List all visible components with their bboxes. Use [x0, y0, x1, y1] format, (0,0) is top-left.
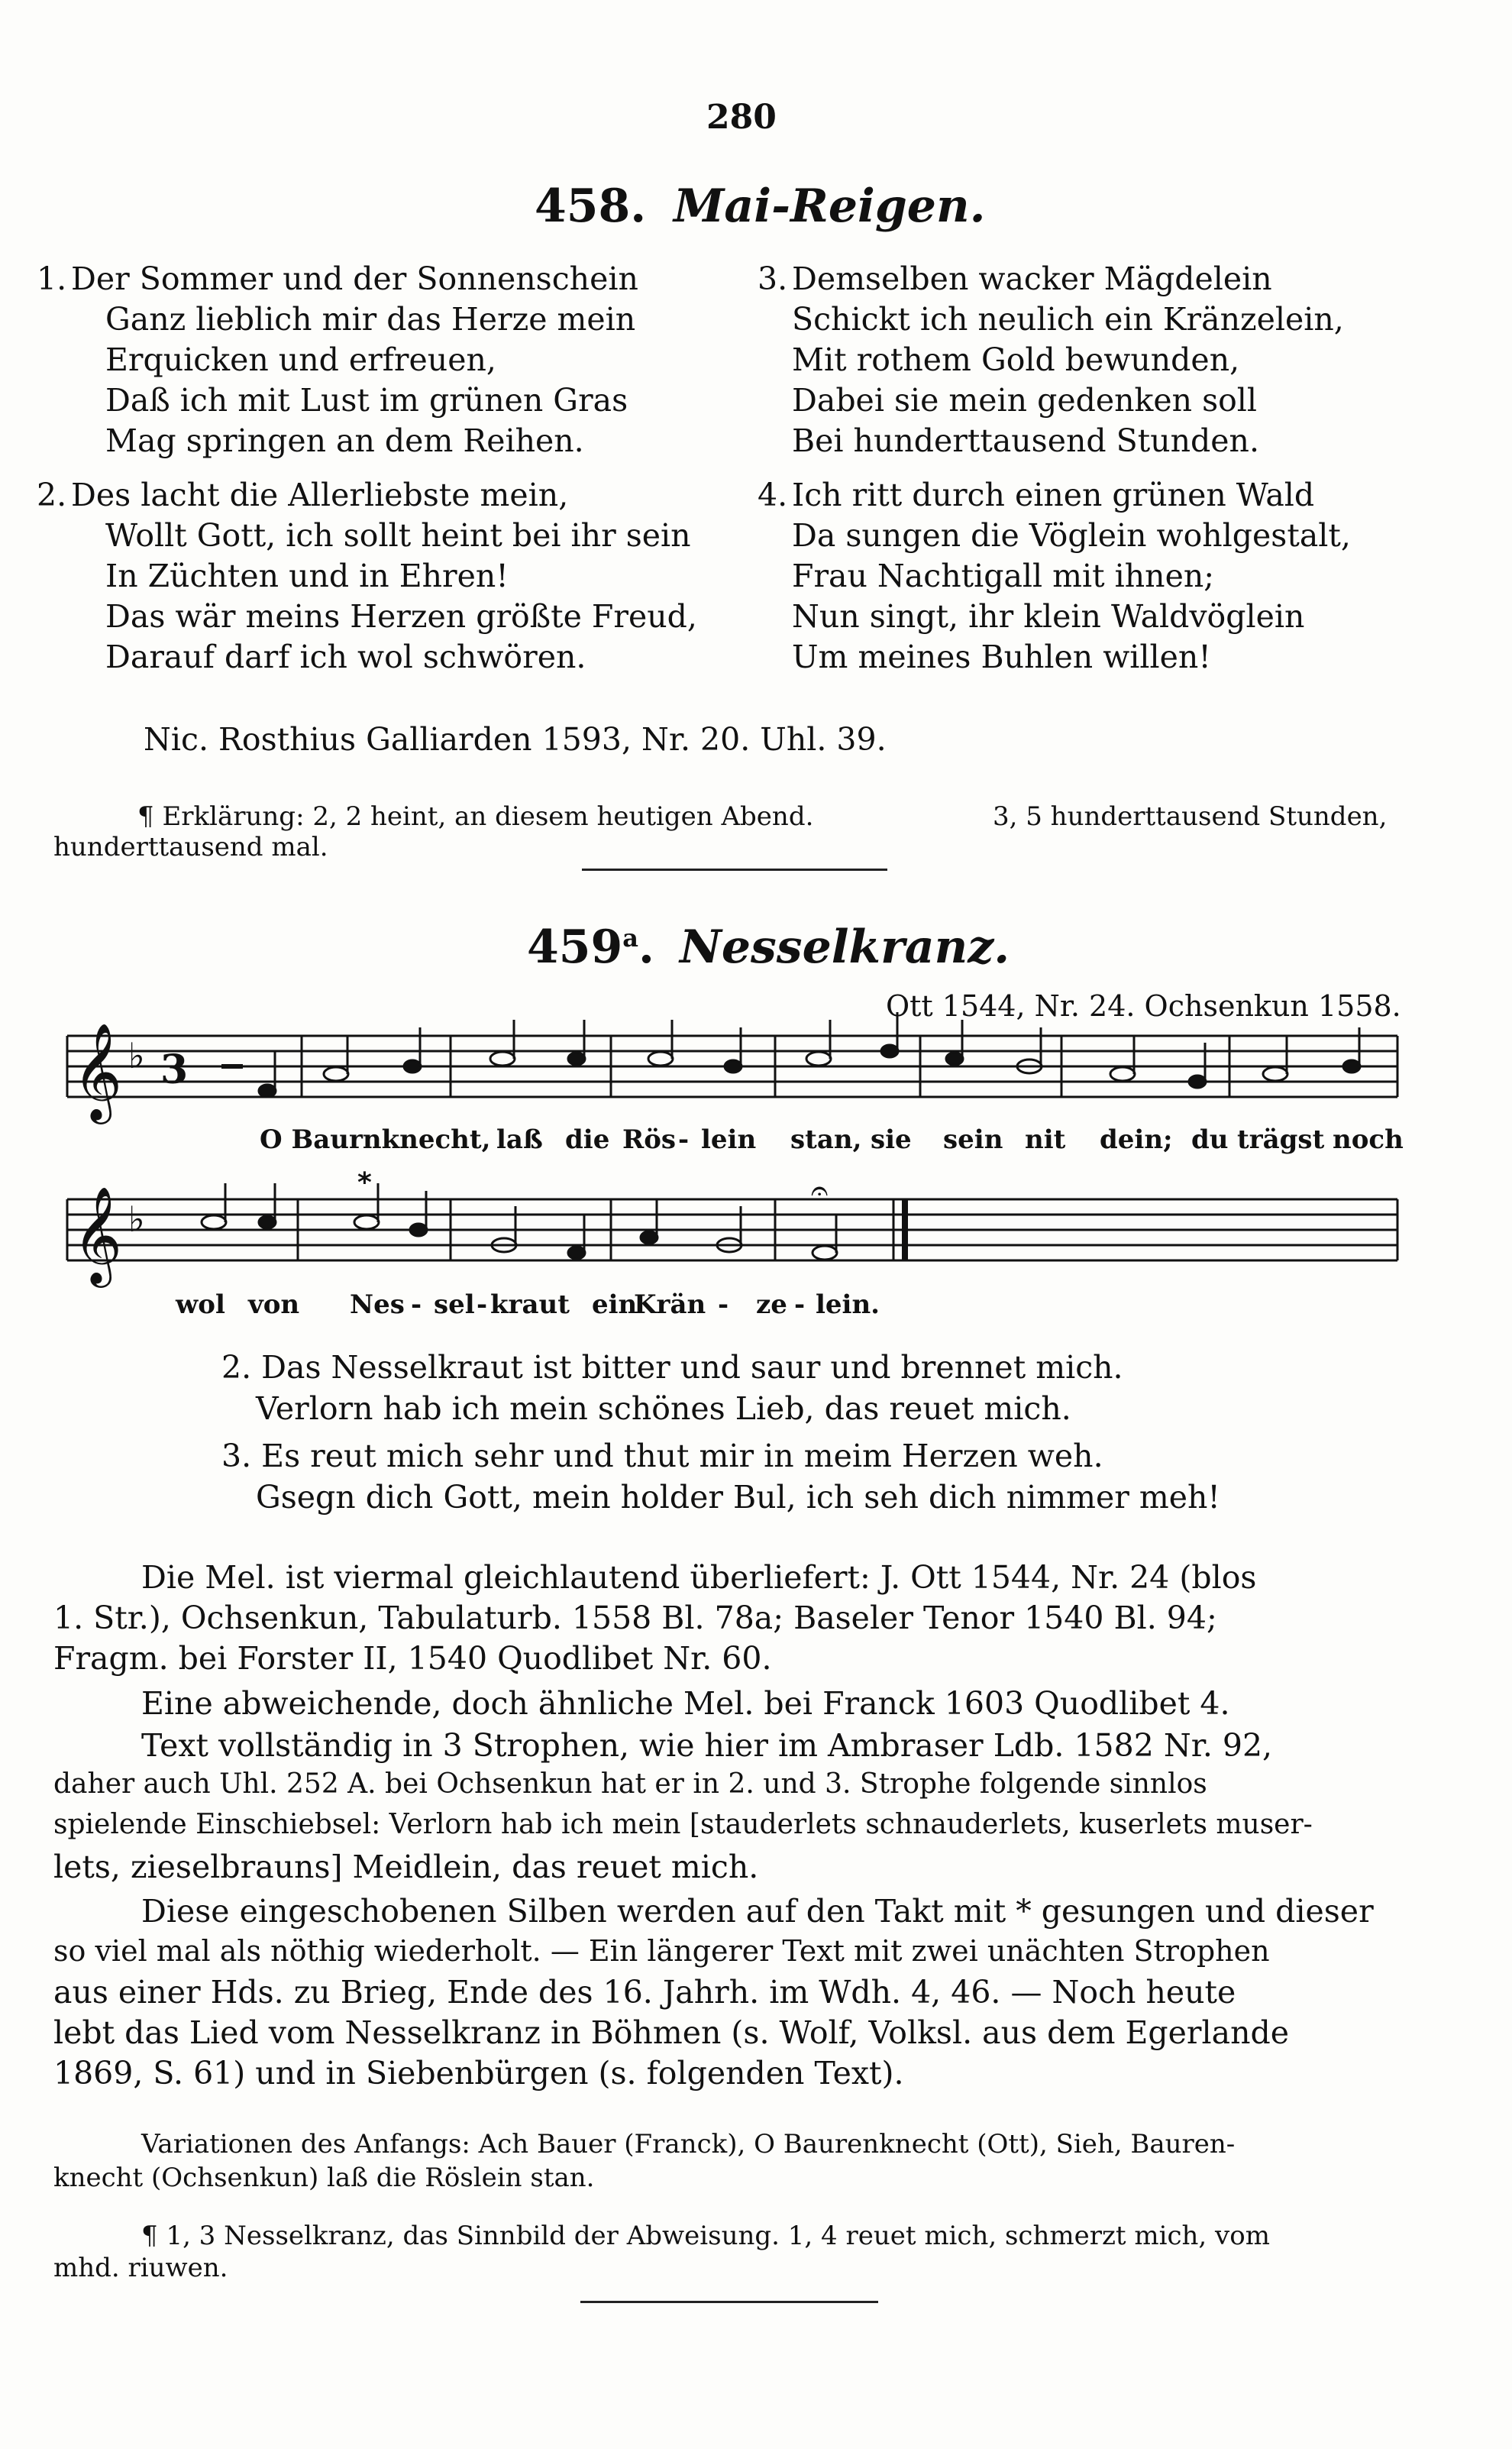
variations-line-2: knecht (Ochsenkun) laß die Röslein stan. [53, 2163, 595, 2193]
verse-line: Bei hunderttausend Stunden. [792, 422, 1259, 459]
verse-line: Um meines Buhlen willen! [792, 639, 1211, 675]
verse-line: Ich ritt durch einen grünen Wald [792, 477, 1315, 513]
verse-line: Nun singt, ihr klein Waldvöglein [792, 598, 1305, 635]
commentary-line: spielende Einschiebsel: Verlorn hab ich mein [stauderlets schnauderlets, kuserlets muser- [53, 1809, 1313, 1840]
lyric-syllable: wol [176, 1289, 225, 1320]
verse-line: Das wär meins Herzen größte Freud, [105, 598, 697, 635]
verse-line: Des lacht die Allerliebste mein, [71, 477, 569, 513]
divider [580, 2301, 878, 2303]
svg-text:♭: ♭ [128, 1035, 145, 1076]
lyric-syllable: sie [871, 1124, 912, 1155]
lyric-syllable: - [718, 1289, 729, 1320]
lyric-syllable: die [565, 1124, 610, 1155]
song-458-note-cont: hunderttausend mal. [53, 832, 328, 862]
song-458-source: Nic. Rosthius Galliarden 1593, Nr. 20. Uhl. 39. [144, 721, 887, 758]
lyric-syllable: trägst [1237, 1124, 1325, 1155]
lyric-syllable: stan, [790, 1124, 862, 1155]
lyric-syllable: - [678, 1124, 690, 1155]
commentary-line: 1869, S. 61) und in Siebenbürgen (s. folgenden Text). [53, 2055, 904, 2092]
verse-line: Dabei sie mein gedenken soll [792, 382, 1258, 419]
lyric-syllable: du [1191, 1124, 1229, 1155]
commentary-line: lebt das Lied vom Nesselkranz in Böhmen (s. Wolf, Volksl. aus dem Egerlande [53, 2014, 1289, 2051]
commentary-line: Eine abweichende, doch ähnliche Mel. bei Franck 1603 Quodlibet 4. [141, 1685, 1230, 1722]
verse-line: Frau Nachtigall mit ihnen; [792, 558, 1215, 594]
song-459-stanza-2-line-2: Verlorn hab ich mein schönes Lieb, das reuet mich. [256, 1390, 1071, 1427]
verse-line: In Züchten und in Ehren! [105, 558, 509, 594]
verse-line: Schickt ich neulich ein Kränzelein, [792, 301, 1344, 338]
stanza-number: 3. [758, 260, 788, 297]
song-458-title: Mai-Reigen. [674, 180, 986, 233]
lyric-syllable: Rös [622, 1124, 677, 1155]
svg-text:♭: ♭ [128, 1199, 145, 1240]
lyric-syllable: lein. [816, 1289, 880, 1320]
footnote-line-2: mhd. riuwen. [53, 2253, 228, 2283]
lyric-syllable: Krän [634, 1289, 706, 1320]
svg-text:*: * [357, 1167, 372, 1199]
lyric-syllable: sel [434, 1289, 475, 1320]
commentary-line: aus einer Hds. zu Brieg, Ende des 16. Jahrh. im Wdh. 4, 46. — Noch heute [53, 1974, 1236, 2011]
verse-line: Ganz lieblich mir das Herze mein [105, 301, 636, 338]
lyric-syllable: nit [1025, 1124, 1066, 1155]
commentary-line: 1. Str.), Ochsenkun, Tabulaturb. 1558 Bl. 78a; Baseler Tenor 1540 Bl. 94; [53, 1600, 1217, 1636]
song-458-number: 458. [535, 180, 647, 233]
lyric-syllable: laß [496, 1124, 543, 1155]
lyric-syllable: von [248, 1289, 300, 1320]
song-459-title: Nesselkranz. [680, 920, 1010, 974]
commentary-line: Text vollständig in 3 Strophen, wie hier im Ambraser Ldb. 1582 Nr. 92, [141, 1727, 1273, 1764]
number-superscript: a [622, 924, 638, 953]
song-458-note-b: 3, 5 hunderttausend Stunden, [993, 801, 1388, 832]
commentary-line: Fragm. bei Forster II, 1540 Quodlibet Nr. 60. [53, 1640, 772, 1677]
verse-line: Darauf darf ich wol schwören. [105, 639, 586, 675]
stanza-number: 4. [758, 477, 788, 513]
song-459-number: 459$^a$. [527, 920, 654, 974]
stanza-number: 1. [37, 260, 67, 297]
commentary-line: daher auch Uhl. 252 A. bei Ochsenkun hat er in 2. und 3. Strophe folgende sinnlos [53, 1768, 1207, 1800]
commentary-line: lets, zieselbrauns] Meidlein, das reuet mich. [53, 1849, 759, 1885]
lyric-syllable: lein [701, 1124, 757, 1155]
page-number: 280 [706, 98, 777, 137]
lyric-syllable: Nes [350, 1289, 405, 1320]
commentary-line: Die Mel. ist viermal gleichlautend überliefert: J. Ott 1544, Nr. 24 (blos [141, 1559, 1257, 1596]
song-458-note: ¶ Erklärung: 2, 2 heint, an diesem heutigen Abend. [137, 801, 814, 832]
verse-line: Mit rothem Gold bewunden, [792, 341, 1240, 378]
variations-line-1: Variationen des Anfangs: Ach Bauer (Franck), O Baurenknecht (Ott), Sieh, Bauren- [141, 2129, 1236, 2159]
verse-line: Demselben wacker Mägdelein [792, 260, 1272, 297]
verse-line: Wollt Gott, ich sollt heint bei ihr sein [105, 517, 691, 554]
stanza-number: 2. [37, 477, 67, 513]
song-459-stanza-3-line-2: Gsegn dich Gott, mein holder Bul, ich seh dich nimmer meh! [256, 1479, 1220, 1516]
footnote-line-1: ¶ 1, 3 Nesselkranz, das Sinnbild der Abweisung. 1, 4 reuet mich, schmerzt mich, vom [141, 2221, 1270, 2251]
verse-line: Da sungen die Vöglein wohlgestalt, [792, 517, 1351, 554]
lyric-syllable: ze [756, 1289, 787, 1320]
lyric-syllable: O Baurnknecht, [260, 1124, 491, 1155]
svg-text:𝄞: 𝄞 [73, 1022, 123, 1120]
lyric-syllable: noch [1333, 1124, 1404, 1155]
lyric-syllable: dein; [1100, 1124, 1173, 1155]
verse-line: Daß ich mit Lust im grünen Gras [105, 382, 628, 419]
verse-line: Mag springen an dem Reihen. [105, 422, 584, 459]
lyric-syllable: sein [943, 1124, 1003, 1155]
lyric-syllable: - [477, 1289, 488, 1320]
svg-text:𝄞: 𝄞 [73, 1186, 123, 1283]
svg-text:3: 3 [160, 1047, 189, 1093]
song-459-source: Ott 1544, Nr. 24. Ochsenkun 1558. [886, 989, 1401, 1023]
commentary-line: so viel mal als nöthig wiederholt. — Ein längerer Text mit zwei unächten Strophen [53, 1934, 1270, 1968]
lyric-syllable: - [794, 1289, 806, 1320]
verse-line: Erquicken und erfreuen, [105, 341, 496, 378]
svg-text:𝄐: 𝄐 [811, 1173, 829, 1208]
song-459-stanza-2-line-1: 2. Das Nesselkraut ist bitter und saur und brennet mich. [221, 1349, 1123, 1386]
lyric-syllable: - [411, 1289, 422, 1320]
verse-line: Der Sommer und der Sonnenschein [71, 260, 638, 297]
lyric-syllable: kraut [490, 1289, 570, 1320]
commentary-line: Diese eingeschobenen Silben werden auf den Takt mit * gesungen und dieser [141, 1893, 1374, 1930]
song-459-stanza-3-line-1: 3. Es reut mich sehr und thut mir in meim Herzen weh. [221, 1438, 1103, 1474]
lyric-syllable: ein [592, 1289, 638, 1320]
